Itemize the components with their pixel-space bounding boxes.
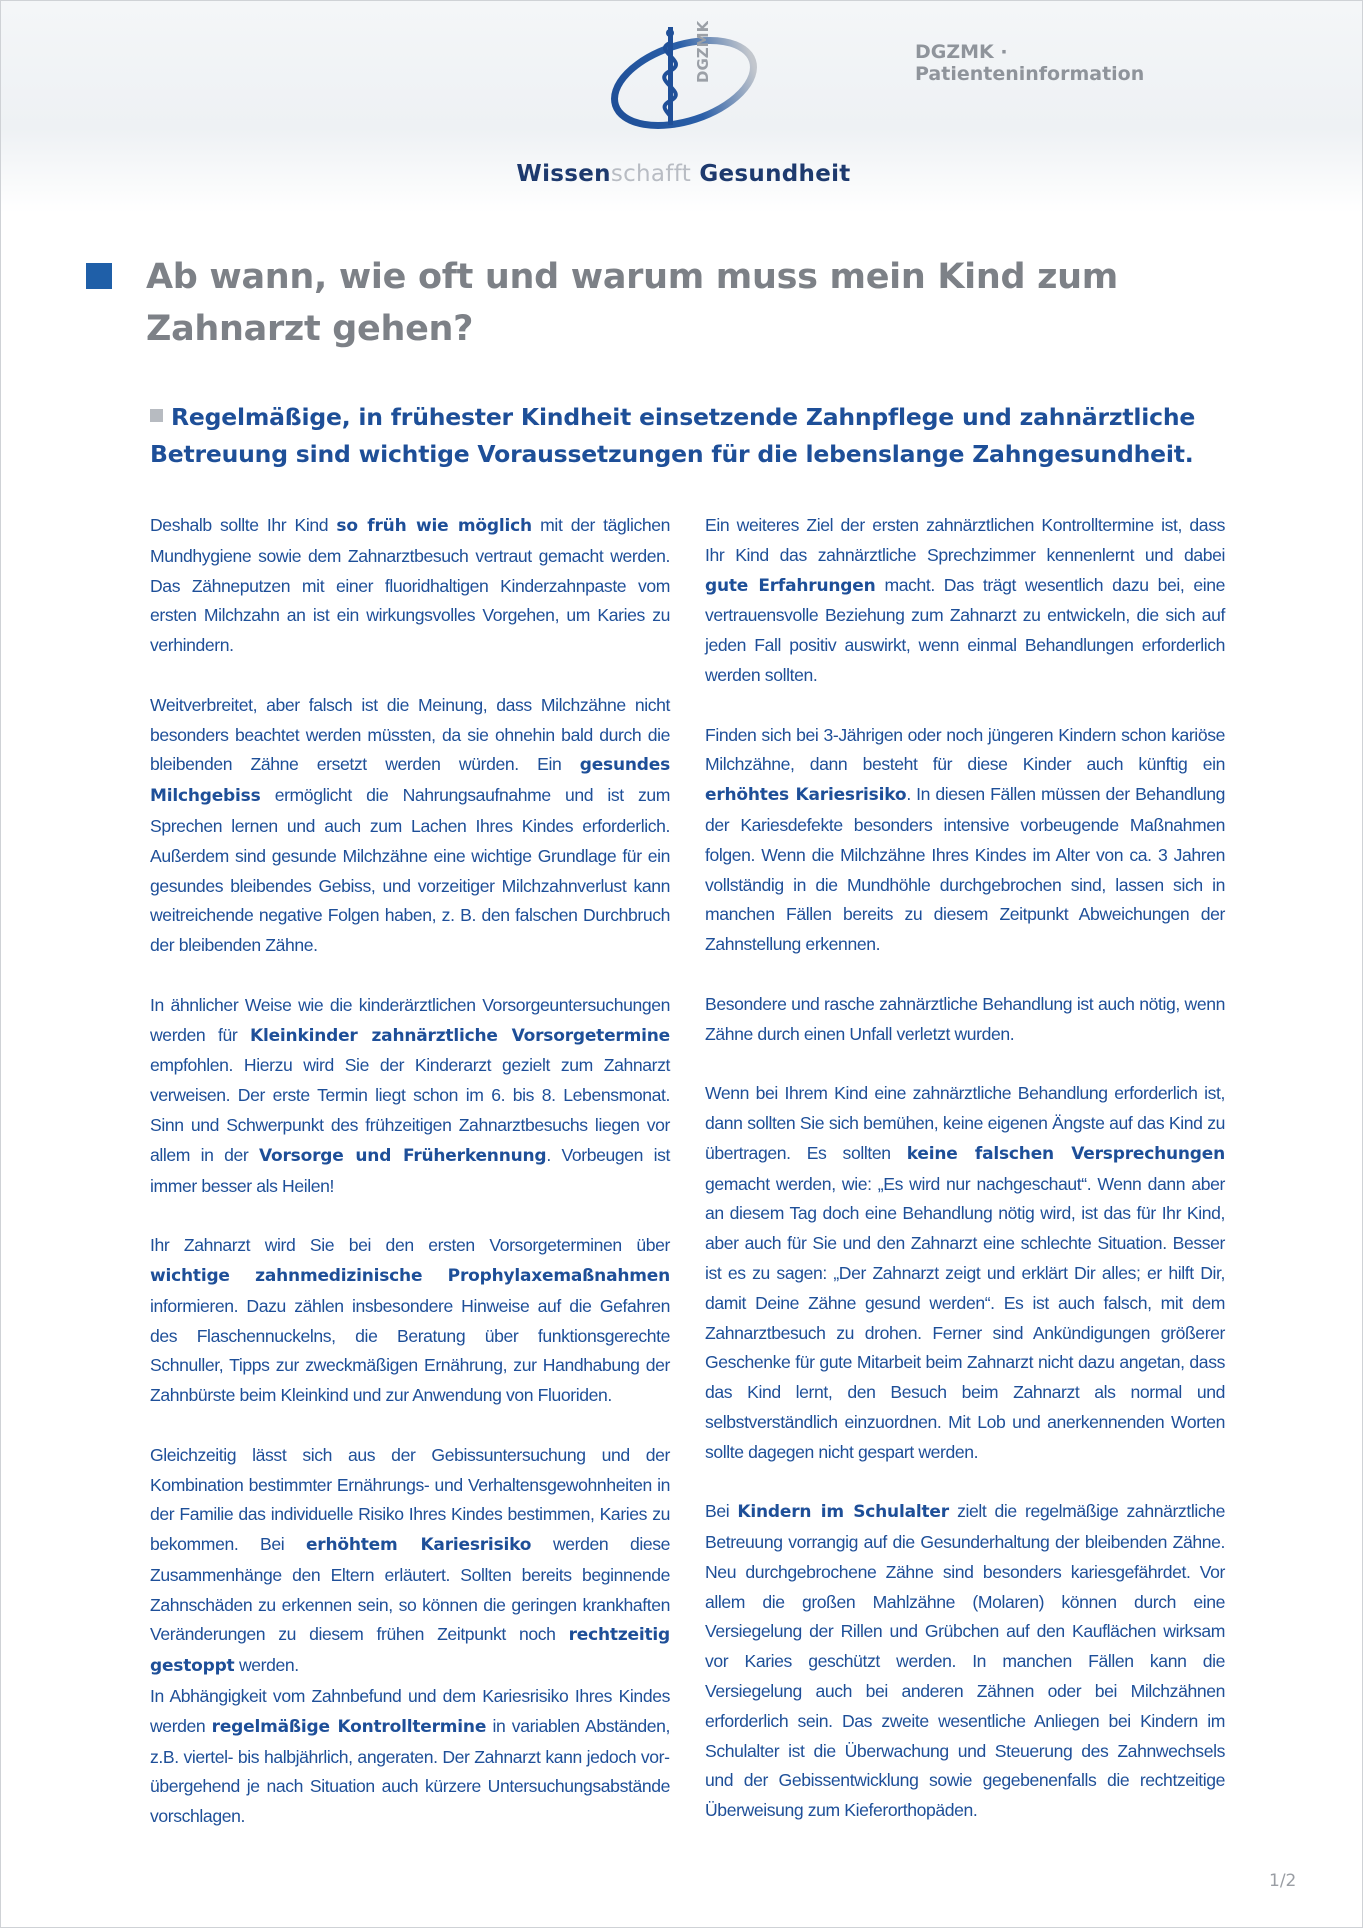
emphasis-text: so früh wie möglich	[336, 516, 532, 536]
paragraph	[150, 991, 670, 1202]
slogan-mid: schafft	[610, 161, 692, 187]
body-text: Ihr Zahnarzt wird Sie bei den ersten Vorsorgeterminen über	[150, 1235, 670, 1256]
emphasis-text: Kleinkinder zahnärztliche Vorsorgetermine	[250, 1025, 670, 1046]
emphasis-text: gute Erfahrungen	[705, 575, 876, 596]
header-label: DGZMK · Patienteninformation	[915, 41, 1145, 85]
body-text: mit der täglichen Mundhygiene sowie dem Zahnarztbesuch vertraut gemacht werden. Das Zähneputzen mit einer fluoridhaltigen Kinderzahnpaste vom ersten Milchzahn an ist ein wirkungsvolles Vorgehen, um Karies zu verhindern.	[150, 515, 671, 656]
body-text: In ähnlicher Weise wie die kinderärztlichen Vorsorgeuntersuchungen werden für	[150, 994, 670, 1045]
lead-square-icon	[150, 409, 163, 422]
body-text: zielt die regelmäßige zahnärztliche Betreuung vorrangig auf die Gesunderhaltung der bleibenden Zähne. Neu durchgebrochene Zähne sind besonders kariesgefährdet. Vor allem die großen Mahlzähne (Molaren) können durch eine Versiegelung der Rillen und Grübchen auf den Kauflächen wirksam vor Karies geschützt werden. In manchen Fällen kann die Versiegelung auch bei anderen Zähnen oder bei Milchzähnen erforderlich sein. Das zweite wesentliche Anliegen bei Kindern im Schulalter ist die Überwachung und Steuerung des Zahnwechsels und der Gebissentwicklung sowie gegebenenfalls die rechtzeitige Überweisung zum Kieferorthopäden.	[705, 1501, 1225, 1821]
page-number: 1/2	[1269, 1871, 1297, 1891]
emphasis-text: erhöhtem Kariesrisiko	[305, 1535, 532, 1556]
paragraph	[150, 1441, 670, 1682]
slogan-start: Wissen	[516, 161, 611, 187]
body-text: gemacht werden, wie: „Es wird nur nachgeschaut“. Wenn dann aber an diesem Tag doch eine Behandlung nötig wird, ist das für Ihr Kind, aber auch für Sie und den Zahnarzt eine schlechte Situation. Besser ist es zu sagen: „Der Zahnarzt zeigt und erklärt Dir alles; er hilft Dir, damit Deine Zähne gesund werden“. Es ist auch falsch, mit dem Zahnarztbesuch zu drohen. Ferner sind Ankündigungen größerer Geschenke für gute Mitarbeit beim Zahnarzt nicht dazu angetan, dass das Kind lernt, den Besuch beim Zahnarzt als normal und selbstverständlich einzuordnen. Mit Lob und anerkennenden Worten sollte dagegen nicht gespart werden.	[705, 1173, 1225, 1462]
emphasis-text: erhöhtes Kariesrisiko	[705, 785, 907, 806]
body-text: Wenn bei Ihrem Kind eine zahnärztliche Behandlung erforderlich ist, dann sollten Sie sich bemühen, keine eigenen Ängste auf das Kind zu übertragen. Es sollten	[705, 1083, 1225, 1163]
body-text: werden diese Zusammenhänge den Eltern erläutert. Sollten bereits beginnende Zahnschäden zu erkennen sein, so können die geringen krankhaften Veränderungen zu diesem frühen Zeitpunkt noch	[150, 1534, 671, 1645]
emphasis-text: regelmäßige Kontrolltermine	[211, 1716, 487, 1737]
title-square-icon	[86, 263, 112, 289]
paragraph	[705, 721, 1225, 960]
emphasis-text: rechtzeitig gestoppt	[150, 1625, 670, 1677]
emphasis-text: Kindern im Schulalter	[737, 1502, 949, 1523]
body-text: empfohlen. Hierzu wird Sie der Kinderarzt gezielt zum Zahnarzt verweisen. Der erste Termin liegt schon im 6. bis 8. Lebensmonat. Sinn und Schwerpunkt des frühzeitigen Zahnarztbesuchs liegen vor allem in der	[150, 1055, 670, 1165]
body-text: . In diesen Fällen müssen der Behandlung der Kariesdefekte besonders intensive vorbeugende Maßnahmen folgen. Wenn die Milchzähne Ihres Kindes im Alter von ca. 3 Jahren vollständig in die Mundhöhle durchgebrochen sind, lassen sich in manchen Fällen bereits zu diesem Zeitpunkt Abweichungen der Zahnstellung erkennen.	[705, 784, 1225, 955]
body-text: Deshalb sollte Ihr Kind	[150, 515, 337, 535]
emphasis-text: gesundes Milchgebiss	[150, 755, 670, 807]
paragraph	[705, 1497, 1225, 1826]
paragraph	[705, 990, 1225, 1050]
body-text: . Vorbeugen ist immer besser als Heilen!	[150, 1144, 670, 1196]
paragraph	[705, 1079, 1225, 1467]
emphasis-text: Vorsorge und Früherkennung	[258, 1145, 547, 1166]
logo-lettering: DGZMK	[694, 21, 712, 83]
page-title: Ab wann, wie oft und warum muss mein Kind zum Zahnarzt gehen?	[146, 257, 1118, 349]
body-text: informieren. Dazu zählen insbesondere Hinweise auf die Gefahren des Flaschennuckelns, die Beratung über funktionsgerechte Schnuller, Tipps zur zweckmäßigen Ernährung, zur Handhabung der Zahnbürste beim Kleinkind und zur Anwendung von Fluoriden.	[150, 1295, 670, 1406]
body-text: ermöglicht die Nahrungsaufnahme und ist zum Sprechen lernen und auch zum Lachen Ihres Kindes erforderlich. Außerdem sind gesunde Milchzähne eine wichtige Grundlage für ein gesundes bleibendes Gebiss, und vorzeitiger Milchzahnverlust kann weitreichende negative Folgen haben, z. B. den falschen Durchbruch der bleibenden Zähne.	[150, 785, 670, 956]
body-text: macht. Das trägt wesentlich dazu bei, eine vertrauensvolle Beziehung zum Zahnarzt zu entwickeln, die sich auf jeden Fall positiv auswirkt, wenn einmal Behandlungen erforderlich werden sollten.	[705, 574, 1225, 685]
lead-paragraph	[150, 399, 1230, 473]
paragraph	[150, 1231, 670, 1411]
body-text: Gleichzeitig lässt sich aus der Gebissuntersuchung und der Kombination bestimmter Ernährungs- und Verhaltensgewohnheiten in der Familie das individuelle Risiko Ihres Kindes bestimmen, Karies zu bekommen. Bei	[150, 1444, 670, 1555]
body-text: Besondere und rasche zahnärztliche Behandlung ist auch nötig, wenn Zähne durch einen Unfall verletzt wurden.	[705, 993, 1225, 1044]
slogan	[501, 161, 866, 187]
lead-text: Regelmäßige, in frühester Kindheit einsetzende Zahnpflege und zahnärztliche Betreuung sind wichtige Voraussetzungen für die lebenslange Zahngesundheit.	[150, 403, 1196, 468]
body-text: werden.	[234, 1655, 299, 1676]
body-text: In Abhängigkeit vom Zahnbefund und dem Kariesrisiko Ihres Kindes werden	[150, 1686, 670, 1736]
slogan-end: Gesundheit	[699, 161, 851, 187]
right-column	[705, 511, 1225, 1856]
body-text: in variablen Abständen, z.B. viertel- bis halbjährlich, angeraten. Der Zahnarzt kann jedoch vorübergehend je nach Situation auch kürzere Untersuchungsabstände vorschlagen.	[150, 1715, 670, 1827]
body-text: Bei	[705, 1501, 738, 1522]
dgzmk-logo	[604, 21, 764, 141]
paragraph	[705, 511, 1225, 691]
paragraph	[150, 511, 670, 661]
emphasis-text: wichtige zahnmedizinische Prophylaxemaßnahmen	[150, 1265, 670, 1286]
body-text: Ein weiteres Ziel der ersten zahnärztlichen Kontrolltermine ist, dass Ihr Kind das zahnärztliche Sprechzimmer kennenlernt und dabei	[705, 515, 1225, 565]
emphasis-text: keine falschen Versprechungen	[906, 1143, 1225, 1164]
paragraph	[150, 691, 670, 961]
left-column	[150, 511, 670, 1862]
body-text: Finden sich bei 3-Jährigen oder noch jüngeren Kindern schon kariöse Milchzähne, dann besteht für diese Kinder auch künftig ein	[705, 724, 1225, 775]
body-text: Weitverbreitet, aber falsch ist die Meinung, dass Milchzähne nicht besonders beachtet werden müssten, da sie ohnehin bald durch die bleibenden Zähne ersetzt werden würden. Ein	[150, 694, 670, 775]
paragraph	[150, 1682, 670, 1832]
